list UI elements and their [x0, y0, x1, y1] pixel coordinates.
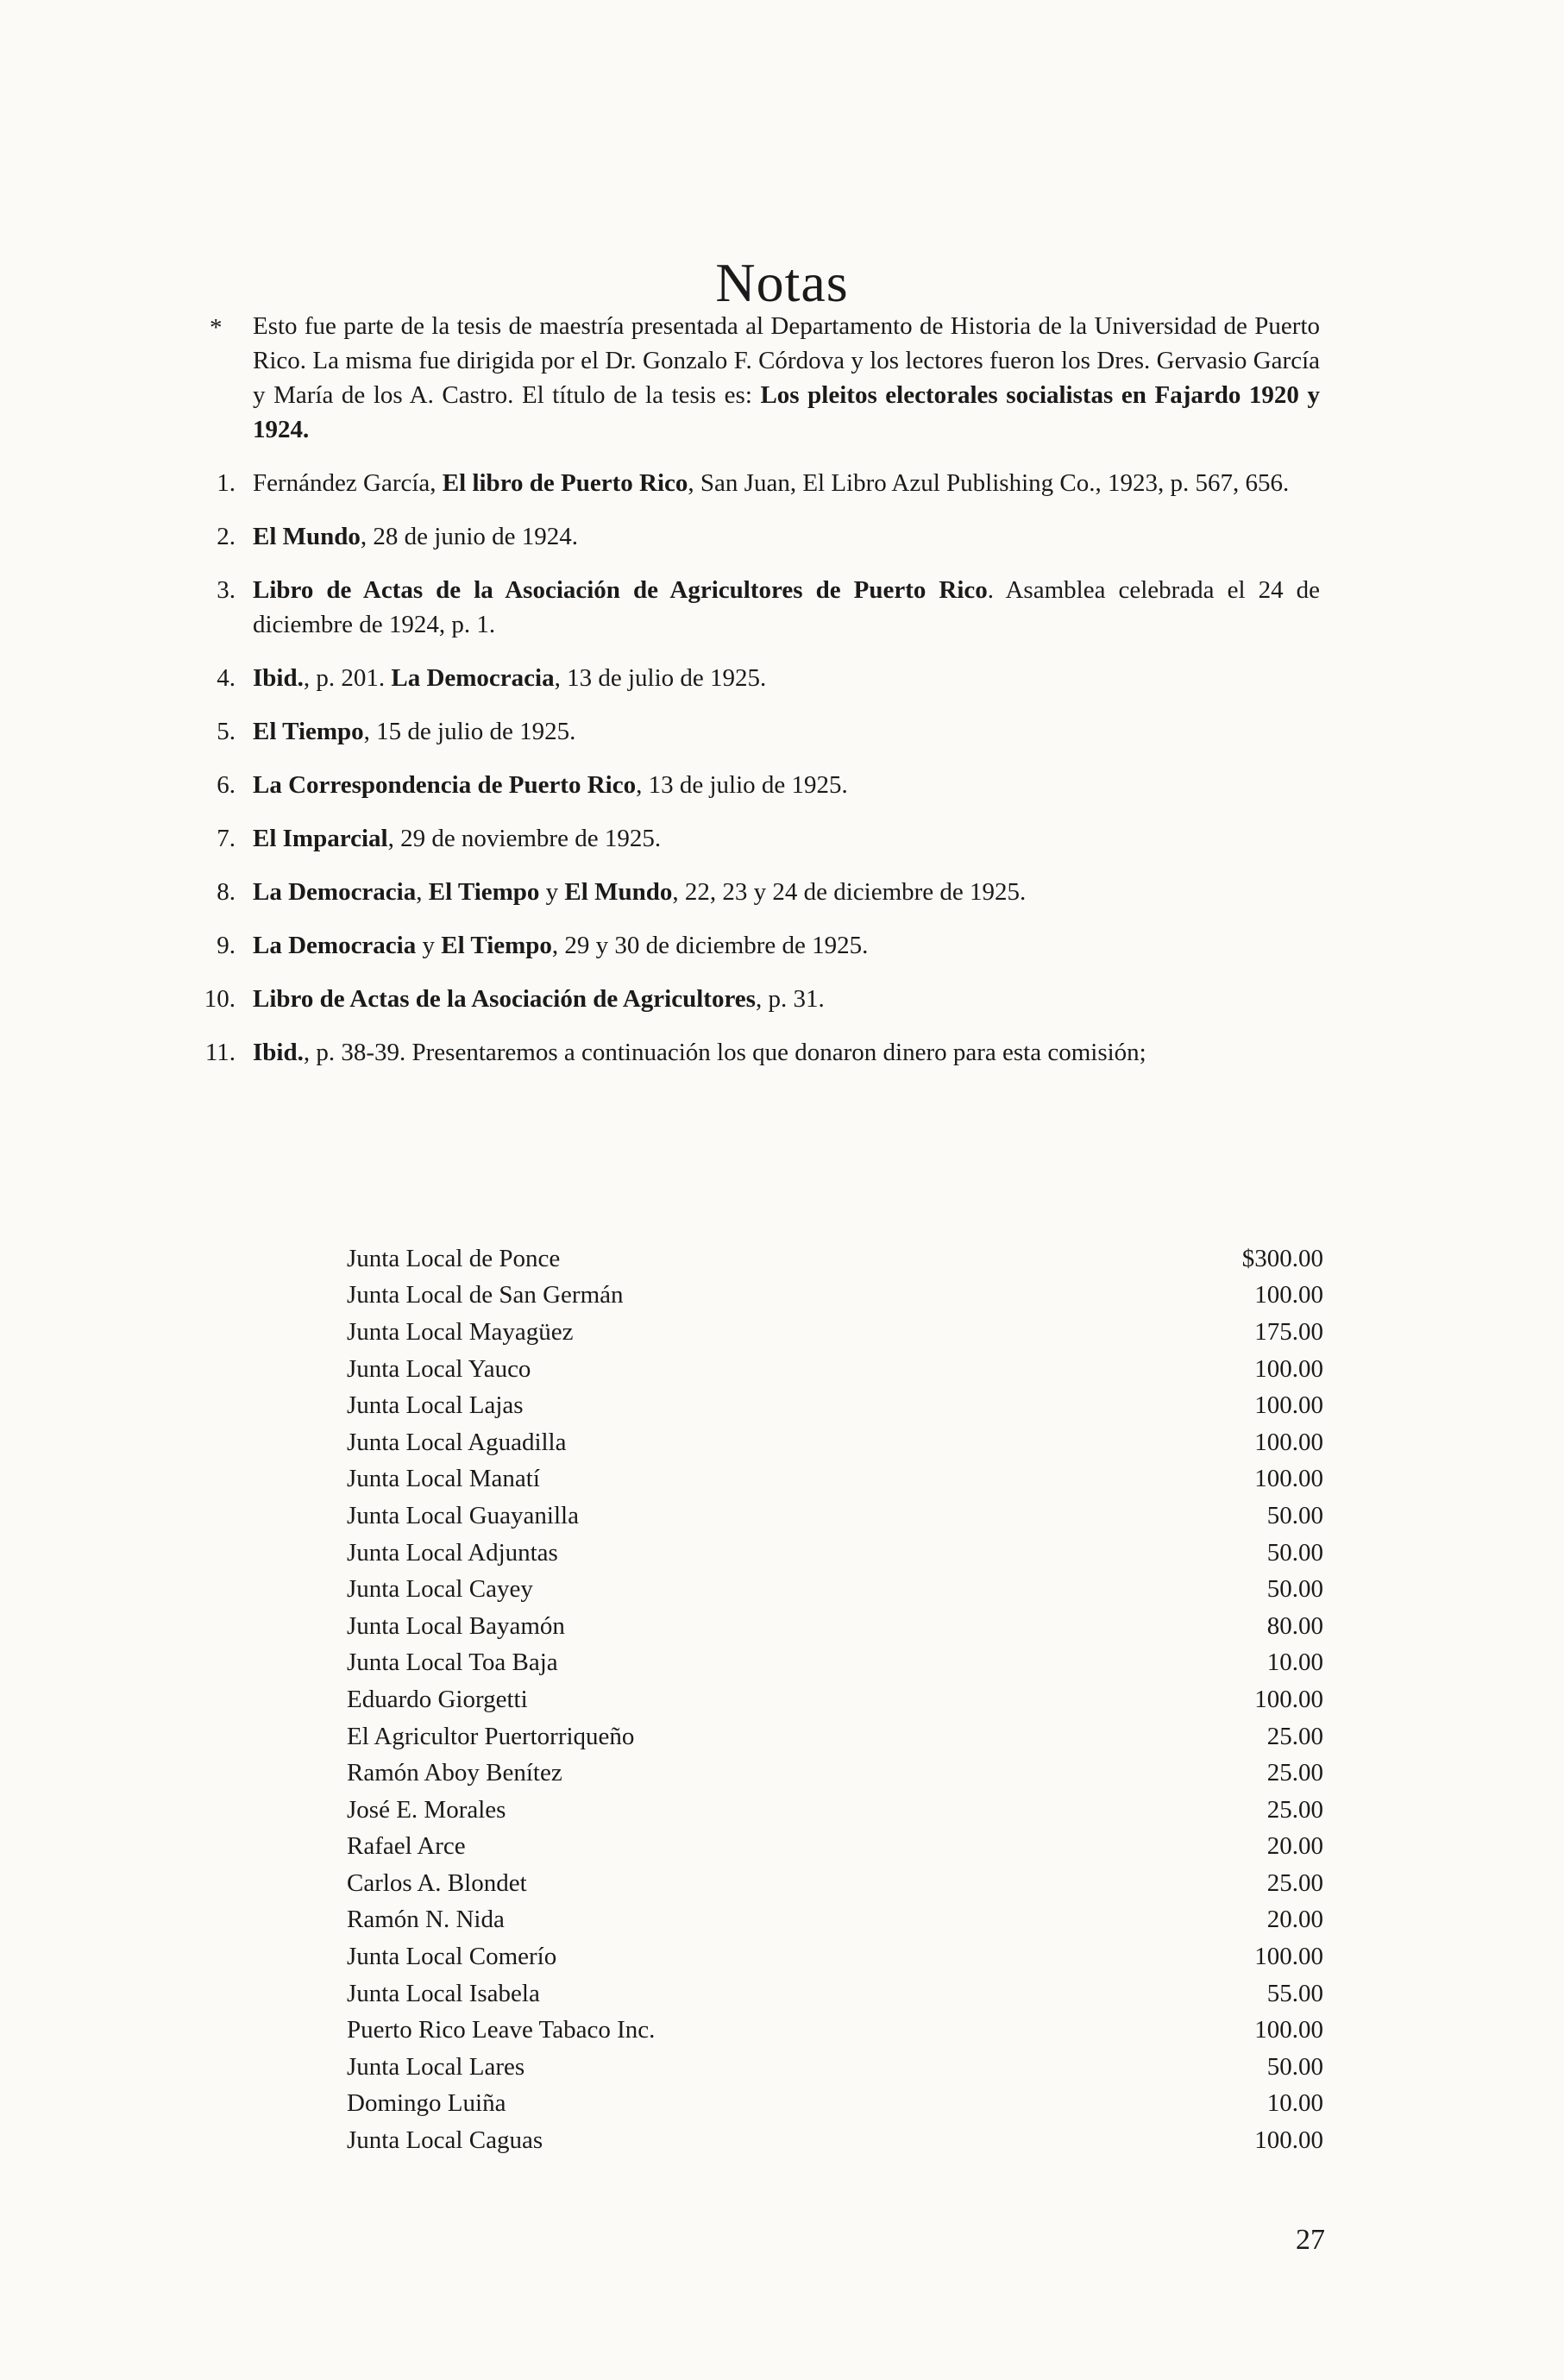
donor-row — [347, 1755, 1323, 1792]
donor-amount: 25.00 — [1266, 1795, 1323, 1824]
note-source-title: El libro de Puerto Rico — [442, 469, 688, 497]
note-text: . Asamblea celebrada el 24 de diciembre de 1924, p. 1. — [253, 576, 1320, 638]
note-text: , 13 de julio de 1925. — [554, 664, 767, 692]
donor-name: Junta Local Bayamón — [347, 1611, 565, 1640]
note-item — [194, 661, 1320, 695]
note-text: , 28 de junio de 1924. — [360, 523, 579, 550]
donor-name: Puerto Rico Leave Tabaco Inc. — [347, 2016, 656, 2044]
note-text: , p. 31. — [755, 985, 825, 1013]
note-item — [194, 875, 1320, 909]
note-source-title: Libro de Actas de la Asociación de Agricultores de Puerto Rico — [253, 576, 988, 604]
donor-row — [347, 1608, 1323, 1645]
donor-amount: 25.00 — [1266, 1868, 1323, 1897]
donor-amount: 25.00 — [1266, 1722, 1323, 1750]
note-item — [194, 928, 1320, 963]
donor-amount: 100.00 — [1254, 1391, 1323, 1420]
note-source-title: La Democracia — [253, 932, 417, 959]
note-text: Fernández García, — [253, 469, 443, 497]
note-number: 8. — [217, 878, 236, 906]
note-text: Esto fue parte de la tesis de maestría presentada al Departamento de Historia de la Universidad de Puerto Rico. La misma fue dirigida por el Dr. Gonzalo F. Córdova y los lectores fueron los Dres. Gervasio García y María de los A. Castro. El título de la tesis es: — [253, 312, 1320, 409]
donor-name: Junta Local Aguadilla — [347, 1428, 567, 1456]
donor-amount: 25.00 — [1266, 1759, 1323, 1787]
donor-row — [347, 1278, 1323, 1315]
donor-amount: 100.00 — [1254, 2016, 1323, 2044]
note-source-title: El Tiempo — [441, 932, 552, 959]
donor-name: Junta Local Guayanilla — [347, 1501, 579, 1529]
note-text: , 29 de noviembre de 1925. — [387, 825, 662, 852]
note-item — [194, 768, 1320, 802]
donor-name: Rafael Arce — [347, 1832, 466, 1861]
note-source-title: Ibid. — [253, 664, 304, 692]
donor-row — [347, 1645, 1323, 1682]
note-number: 10. — [204, 985, 236, 1013]
donor-amount: 100.00 — [1254, 2126, 1323, 2155]
donor-name: Junta Local de San Germán — [347, 1281, 624, 1309]
donor-row — [347, 2086, 1323, 2123]
donor-name: Ramón Aboy Benítez — [347, 1759, 562, 1787]
note-item — [194, 821, 1320, 856]
note-source-title: El Mundo — [564, 878, 673, 906]
donor-name: Junta Local Comerío — [347, 1943, 557, 1971]
donor-row — [347, 2122, 1323, 2159]
note-thesis-title: Los pleitos electorales socialistas en Fajardo 1920 y 1924. — [253, 381, 1321, 443]
donor-row — [347, 1314, 1323, 1351]
donor-amount: 55.00 — [1266, 1979, 1323, 2007]
donor-amount: 20.00 — [1266, 1832, 1323, 1861]
note-number: 6. — [217, 771, 236, 799]
donor-amount: 175.00 — [1254, 1317, 1323, 1346]
donor-row — [347, 1498, 1323, 1535]
note-number: 7. — [217, 825, 236, 852]
note-text: , 22, 23 y 24 de diciembre de 1925. — [672, 878, 1027, 906]
donor-amount: $300.00 — [1241, 1244, 1323, 1272]
donor-name: Junta Local Adjuntas — [347, 1538, 558, 1567]
note-number: 1. — [217, 469, 236, 497]
page-number: 27 — [1296, 2224, 1325, 2256]
donor-name: Junta Local Lares — [347, 2052, 525, 2081]
donor-row — [347, 1718, 1323, 1755]
donor-name: Junta Local Caguas — [347, 2126, 543, 2155]
donor-row — [347, 1902, 1323, 1939]
donor-amount: 10.00 — [1266, 2089, 1323, 2118]
donor-amount: 10.00 — [1266, 1648, 1323, 1677]
donor-name: Junta Local de Ponce — [347, 1244, 561, 1272]
page-title: Notas — [715, 251, 849, 313]
note-text: y — [539, 878, 565, 906]
donor-name: Junta Local Toa Baja — [347, 1648, 558, 1677]
donor-name: Junta Local Cayey — [347, 1575, 533, 1604]
donor-row — [347, 2012, 1323, 2049]
donor-amount: 80.00 — [1266, 1611, 1323, 1640]
donor-name: El Agricultor Puertorriqueño — [347, 1722, 635, 1750]
donor-amount: 100.00 — [1254, 1354, 1323, 1383]
note-source-title: El Tiempo — [253, 718, 364, 745]
donor-row — [347, 1829, 1323, 1866]
donor-amount: 50.00 — [1266, 1575, 1323, 1604]
note-item — [194, 1035, 1320, 1070]
note-source-title: El Imparcial — [253, 825, 388, 852]
donor-row — [347, 1975, 1323, 2013]
donor-amount: 50.00 — [1266, 1538, 1323, 1567]
note-item — [194, 714, 1320, 749]
note-marker: * — [210, 314, 223, 342]
donor-amount: 100.00 — [1254, 1281, 1323, 1309]
note-source-title: La Correspondencia de Puerto Rico — [253, 771, 637, 799]
donor-amount: 50.00 — [1266, 2052, 1323, 2081]
note-source-title: Ibid. — [253, 1039, 304, 1066]
note-text: , — [416, 878, 429, 906]
donor-amount: 100.00 — [1254, 1943, 1323, 1971]
donor-amount: 100.00 — [1254, 1428, 1323, 1456]
numbered-notes — [194, 466, 1320, 1070]
note-source-title: Libro de Actas de la Asociación de Agricultores — [253, 985, 756, 1013]
note-text: , 15 de julio de 1925. — [363, 718, 576, 745]
donor-row — [347, 1681, 1323, 1718]
note-number: 4. — [217, 664, 236, 692]
donor-name: Junta Local Isabela — [347, 1979, 540, 2007]
donor-row — [347, 1351, 1323, 1388]
note-source-title: El Tiempo — [428, 878, 540, 906]
donor-row — [347, 1535, 1323, 1572]
note-source-title: El Mundo — [253, 523, 361, 550]
donor-row — [347, 1792, 1323, 1829]
note-text: , p. 38-39. Presentaremos a continuación los que donaron dinero para esta comisión; — [303, 1039, 1146, 1066]
note-number: 2. — [217, 523, 236, 550]
donor-amount: 100.00 — [1254, 1685, 1323, 1713]
donor-row — [347, 1387, 1323, 1424]
note-number: 11. — [204, 1039, 236, 1066]
donor-name: Ramón N. Nida — [347, 1906, 505, 1934]
note-item — [194, 519, 1320, 554]
note-item — [194, 573, 1320, 642]
donor-row — [347, 1865, 1323, 1902]
donor-row — [347, 1571, 1323, 1608]
donor-row — [347, 1240, 1323, 1278]
donor-name: Junta Local Lajas — [347, 1391, 524, 1420]
note-source-title: La Democracia — [253, 878, 417, 906]
note-item — [194, 466, 1320, 500]
note-number: 3. — [217, 576, 236, 604]
note-text: , San Juan, El Libro Azul Publishing Co., 1923, p. 567, 656. — [688, 469, 1290, 497]
donor-name: Carlos A. Blondet — [347, 1868, 527, 1897]
donor-name: Junta Local Yauco — [347, 1354, 531, 1383]
donor-amount: 20.00 — [1266, 1906, 1323, 1934]
donor-row — [347, 1461, 1323, 1498]
donor-name: Eduardo Giorgetti — [347, 1685, 528, 1713]
donor-amount: 50.00 — [1266, 1501, 1323, 1529]
donor-amount: 100.00 — [1254, 1465, 1323, 1493]
note-source-title: La Democracia — [391, 664, 555, 692]
donor-name: Junta Local Manatí — [347, 1465, 540, 1493]
donor-name: Domingo Luiña — [347, 2089, 506, 2118]
donor-name: Junta Local Mayagüez — [347, 1317, 574, 1346]
note-text: , p. 201. — [303, 664, 392, 692]
note-text: y — [416, 932, 442, 959]
donor-row — [347, 1424, 1323, 1461]
note-item — [194, 982, 1320, 1016]
note-text: , 13 de julio de 1925. — [636, 771, 848, 799]
note-number: 9. — [217, 932, 236, 959]
donor-row — [347, 1938, 1323, 1975]
donor-row — [347, 2049, 1323, 2086]
note-text: , 29 y 30 de diciembre de 1925. — [551, 932, 869, 959]
donor-list — [347, 1240, 1323, 2159]
notes-list — [194, 309, 1320, 1089]
donor-name: José E. Morales — [347, 1795, 506, 1824]
star-note — [194, 309, 1320, 447]
note-number: 5. — [217, 718, 236, 745]
